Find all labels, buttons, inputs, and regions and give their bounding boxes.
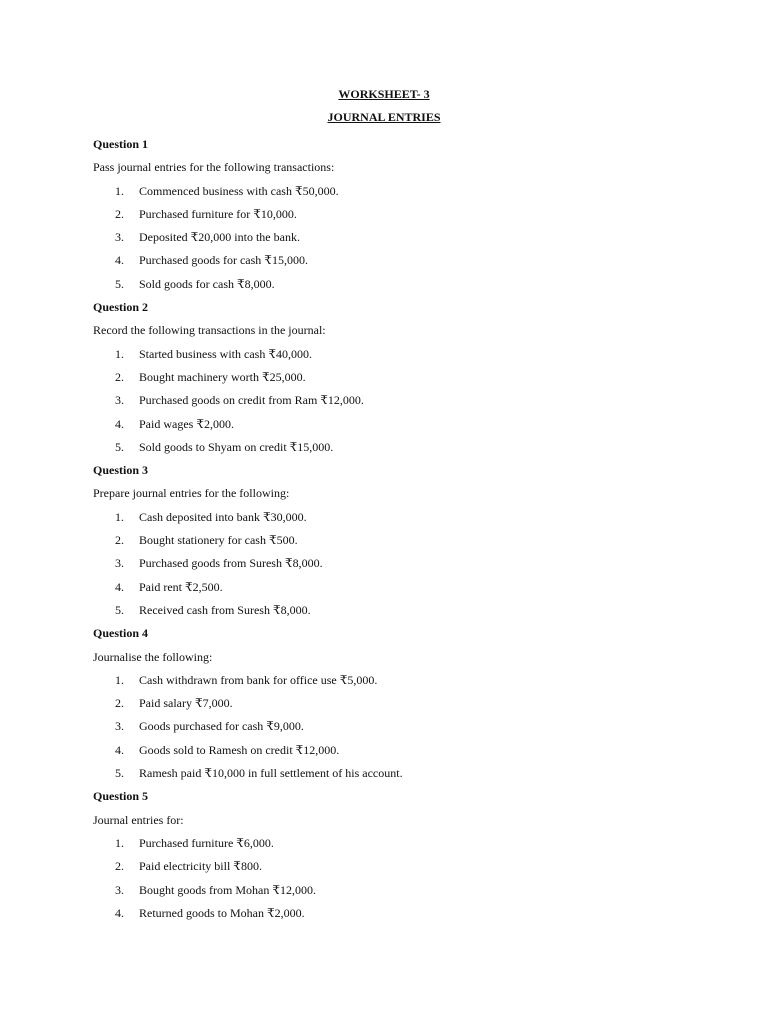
list-item xyxy=(93,343,693,366)
transaction-list xyxy=(93,506,693,622)
item-text: Deposited ₹20,000 into the bank. xyxy=(139,230,300,245)
item-number: 2. xyxy=(115,696,124,711)
transaction-list xyxy=(93,180,693,296)
worksheet-title: WORKSHEET- 3 xyxy=(338,87,430,101)
item-number: 1. xyxy=(115,835,124,850)
item-text: Paid salary ₹7,000. xyxy=(139,696,233,711)
item-text: Purchased goods for cash ₹15,000. xyxy=(139,253,308,268)
item-text: Paid rent ₹2,500. xyxy=(139,579,223,594)
question-2 xyxy=(93,296,693,459)
item-text: Sold goods for cash ₹8,000. xyxy=(139,276,275,291)
question-heading: Question 5 xyxy=(93,789,149,804)
item-text: Paid wages ₹2,000. xyxy=(139,416,234,431)
list-item xyxy=(93,529,693,552)
item-number: 3. xyxy=(115,719,124,734)
item-number: 1. xyxy=(115,183,124,198)
list-item xyxy=(93,832,693,855)
item-text: Bought machinery worth ₹25,000. xyxy=(139,369,306,384)
item-text: Goods sold to Ramesh on credit ₹12,000. xyxy=(139,742,340,757)
item-text: Purchased goods from Suresh ₹8,000. xyxy=(139,556,323,571)
item-number: 2. xyxy=(115,206,124,221)
subject-title: JOURNAL ENTRIES xyxy=(327,110,441,124)
item-number: 5. xyxy=(115,766,124,781)
list-item xyxy=(93,506,693,529)
item-text: Goods purchased for cash ₹9,000. xyxy=(139,719,304,734)
item-text: Returned goods to Mohan ₹2,000. xyxy=(139,905,305,920)
list-item xyxy=(93,879,693,902)
item-text: Purchased furniture for ₹10,000. xyxy=(139,206,297,221)
list-item xyxy=(93,762,693,785)
list-item xyxy=(93,249,693,272)
item-number: 4. xyxy=(115,416,124,431)
item-text: Sold goods to Shyam on credit ₹15,000. xyxy=(139,439,334,454)
item-text: Started business with cash ₹40,000. xyxy=(139,346,312,361)
item-text: Ramesh paid ₹10,000 in full settlement of his account. xyxy=(139,766,403,781)
list-item xyxy=(93,599,693,622)
item-number: 1. xyxy=(115,346,124,361)
item-number: 5. xyxy=(115,602,124,617)
item-text: Cash withdrawn from bank for office use ₹5,000. xyxy=(139,672,378,687)
transaction-list xyxy=(93,343,693,459)
item-number: 4. xyxy=(115,579,124,594)
item-number: 3. xyxy=(115,393,124,408)
question-heading: Question 2 xyxy=(93,300,149,315)
item-number: 3. xyxy=(115,882,124,897)
list-item xyxy=(93,576,693,599)
transaction-list xyxy=(93,669,693,785)
list-item xyxy=(93,413,693,436)
item-number: 2. xyxy=(115,369,124,384)
question-instruction: Journalise the following: xyxy=(93,649,213,664)
item-number: 3. xyxy=(115,230,124,245)
list-item xyxy=(93,692,693,715)
item-number: 5. xyxy=(115,439,124,454)
question-heading: Question 1 xyxy=(93,137,149,151)
list-item xyxy=(93,203,693,226)
item-number: 3. xyxy=(115,556,124,571)
question-instruction: Record the following transactions in the journal: xyxy=(93,323,326,338)
list-item xyxy=(93,902,693,925)
list-item xyxy=(93,669,693,692)
list-item xyxy=(93,273,693,296)
question-3 xyxy=(93,459,693,622)
item-text: Bought stationery for cash ₹500. xyxy=(139,533,298,548)
item-text: Paid electricity bill ₹800. xyxy=(139,859,262,874)
question-heading: Question 3 xyxy=(93,463,149,478)
question-1 xyxy=(93,133,693,296)
list-item xyxy=(93,366,693,389)
list-item xyxy=(93,552,693,575)
item-text: Purchased furniture ₹6,000. xyxy=(139,835,274,850)
item-number: 1. xyxy=(115,672,124,687)
item-text: Bought goods from Mohan ₹12,000. xyxy=(139,882,316,897)
question-instruction: Prepare journal entries for the following: xyxy=(93,486,290,501)
list-item xyxy=(93,855,693,878)
transaction-list xyxy=(93,832,693,925)
question-instruction: Journal entries for: xyxy=(93,812,184,827)
item-number: 2. xyxy=(115,859,124,874)
item-number: 4. xyxy=(115,253,124,268)
question-instruction: Pass journal entries for the following transactions: xyxy=(93,160,335,175)
question-5 xyxy=(93,785,693,925)
list-item xyxy=(93,226,693,249)
list-item xyxy=(93,436,693,459)
item-number: 2. xyxy=(115,533,124,548)
item-number: 4. xyxy=(115,905,124,920)
item-number: 1. xyxy=(115,509,124,524)
item-number: 4. xyxy=(115,742,124,757)
list-item xyxy=(93,739,693,762)
item-number: 5. xyxy=(115,276,124,291)
list-item xyxy=(93,389,693,412)
list-item xyxy=(93,715,693,738)
questions-container xyxy=(93,133,693,925)
question-heading: Question 4 xyxy=(93,626,149,641)
item-text: Purchased goods on credit from Ram ₹12,000. xyxy=(139,393,364,408)
list-item xyxy=(93,180,693,203)
item-text: Commenced business with cash ₹50,000. xyxy=(139,183,339,198)
item-text: Cash deposited into bank ₹30,000. xyxy=(139,509,307,524)
question-4 xyxy=(93,622,693,785)
item-text: Received cash from Suresh ₹8,000. xyxy=(139,602,311,617)
